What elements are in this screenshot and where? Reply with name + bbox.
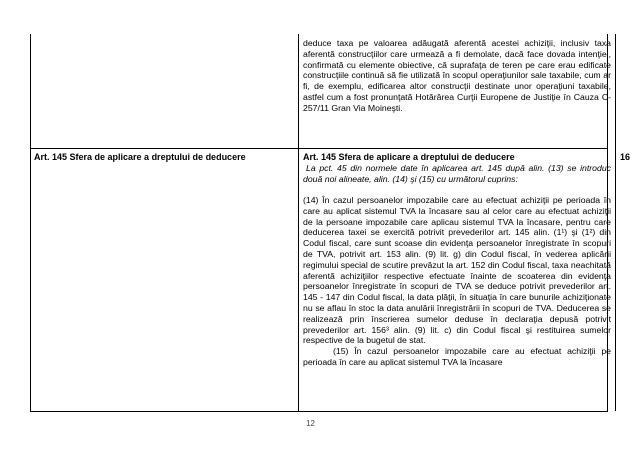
column-proposed-text: [298, 34, 616, 411]
middle-article-title: Art. 145 Sfera de aplicare a dreptului de deducere: [303, 152, 515, 162]
amendment-intro: La pct. 45 din normele date în aplicarea art. 145 după alin. (13) se introduc două noi alineate, alin. (14) şi (15) cu următorul cuprins:: [303, 163, 611, 184]
column-row-number: [616, 34, 638, 411]
comparison-table: [30, 34, 631, 412]
paragraph-15: (15) În cazul persoanelor impozabile care au efectuat achiziţii pe perioada în care au aplicat sistemul TVA la încasare: [303, 346, 611, 367]
paragraph-14: (14) În cazul persoanelor impozabile care au efectuat achiziţii pe perioada în care au aplicat sistemul TVA la încasare sau al celor care au efectuat achiziţii de la persoane impozabile care aplicau sistemul TVA la încasare, pentru care deducerea taxei se exercită potrivit prevederilor art. 145 alin. (1¹) şi (1²) din Codul fiscal, care sunt scoase din evidenţa persoanelor înregistrate în scopuri de TVA, potrivit art. 153 alin. (9) lit. g) din Codul fiscal, în vederea aplicării regimului special de scutire prevăzut la art. 152 din Codul fiscal, taxa neachitată aferentă achiziţiilor respective efectuate înainte de scoaterea din evidenţa persoanelor înregistrate în scopuri de TVA se deduce potrivit prevederilor art. 145 - 147 din Codul fiscal, la data plăţii, în situaţia în care bunurile achiziţionate nu se aflau în stoc la data anulării înregistrării în scopuri de TVA. Deducerea se realizează prin înscrierea sumelor deduse în declaraţia depusă potrivit prevederilor art. 156³ alin. (9) lit. c) din Codul fiscal şi restituirea sumelor respective de la bugetul de stat.: [303, 195, 611, 346]
page-number: 12: [306, 419, 315, 428]
top-row-text: deduce taxa pe valoarea adăugată aferentă acestei achiziţii, inclusiv taxa aferentă construcţiilor care urmează a fi demolate, dacă face dovada intenţiei, confirmată cu elemente obiective, că suprafaţa de teren pe care erau edificate construcţiile continuă să fie utilizată în scopul operaţiunilor sale taxabile, cum ar fi, de exemplu, edificarea altor construcţii destinate unor operaţiuni taxabile, astfel cum a fost pronunţată Hotărârea Curţii Europene de Justiţie în Cauza C-257/11 Gran Via Moineşti.: [303, 38, 611, 113]
column-current-text: [31, 34, 298, 411]
article-body: [303, 163, 611, 368]
row-number: 16: [620, 152, 631, 162]
left-article-title: Art. 145 Sfera de aplicare a dreptului de deducere: [34, 152, 246, 162]
row-divider: [31, 148, 607, 149]
